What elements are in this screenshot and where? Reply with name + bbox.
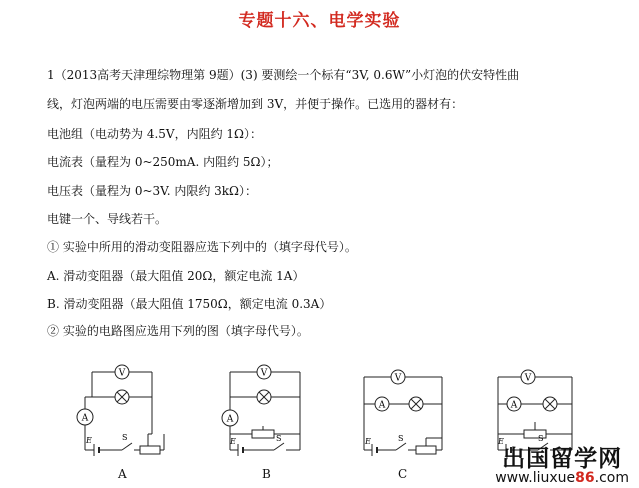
battery-symbol-b: E	[230, 437, 236, 446]
circuit-diagram-b	[216, 352, 316, 467]
battery-symbol-d: E	[498, 437, 504, 446]
circuit-diagram-c	[356, 352, 456, 467]
voltmeter-symbol-c: V	[394, 373, 402, 384]
option-b: B. 滑动变阻器（最大阻值 1750Ω，额定电流 0.3A）	[47, 297, 332, 311]
watermark-url: www.liuxue86.com	[495, 470, 629, 486]
voltmeter-symbol-a: V	[118, 368, 126, 379]
sub-question-2: ② 实验的电路图应选用下列的图（填字母代号）。	[47, 324, 309, 338]
battery-symbol-c: E	[365, 437, 371, 446]
voltmeter-symbol-b: V	[260, 368, 268, 379]
ammeter-spec: 电流表（量程为 0~250mA. 内阻约 5Ω）；	[47, 155, 279, 169]
ammeter-symbol-c: A	[378, 400, 386, 411]
watermark	[495, 447, 629, 485]
switch-symbol-b: S	[276, 434, 282, 443]
sub-question-1: ① 实验中所用的滑动变阻器应选下列中的（填字母代号）。	[47, 240, 357, 254]
question-line-2: 线，灯泡两端的电压需要由零逐渐增加到 3V，并便于操作。已选用的器材有：	[47, 97, 464, 111]
watermark-title: 出国留学网	[502, 446, 623, 472]
ammeter-symbol-a: A	[81, 413, 89, 424]
switch-symbol-a: S	[122, 433, 128, 442]
diagram-label-c: C	[398, 467, 408, 481]
voltmeter-spec: 电压表（量程为 0~3V. 内限约 3kΩ）：	[47, 184, 258, 198]
voltmeter-symbol-d: V	[524, 373, 532, 384]
circuit-diagram-a	[72, 352, 172, 467]
battery-spec: 电池组（电动势为 4.5V，内阻约 1Ω）：	[47, 127, 262, 141]
battery-symbol-a: E	[86, 436, 92, 445]
switch-symbol-c: S	[398, 434, 404, 443]
switch-symbol-d: S	[538, 434, 544, 443]
page-title: 专题十六、电学实验	[238, 11, 401, 31]
ammeter-symbol-d: A	[510, 400, 518, 411]
switch-wires-spec: 电键一个、导线若干。	[47, 212, 168, 226]
diagram-label-b: B	[262, 467, 271, 481]
question-line-1: 1（2013高考天津理综物理第 9题）(3) 要测绘一个标有“3V, 0.6W”小灯泡的伏安特性曲	[47, 68, 520, 82]
diagram-label-a: A	[118, 467, 127, 481]
option-a: A. 滑动变阻器（最大阻值 20Ω，额定电流 1A）	[47, 269, 305, 283]
ammeter-symbol-b: A	[226, 414, 234, 425]
